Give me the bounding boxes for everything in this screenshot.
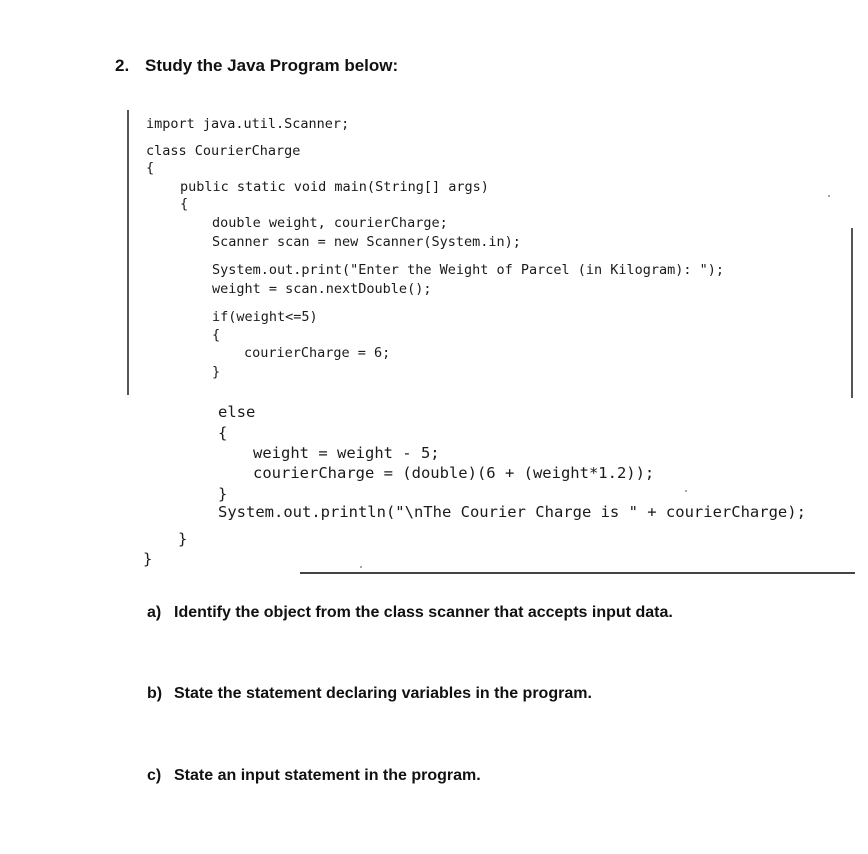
subquestion-b-text: State the statement declaring variables in the program. xyxy=(174,685,592,702)
code-line-read-weight: weight = scan.nextDouble(); xyxy=(212,281,432,297)
code-line-variable-declaration: double weight, courierCharge; xyxy=(212,215,448,231)
code-line-class-open-brace: { xyxy=(146,160,155,176)
code-line-scanner-creation: Scanner scan = new Scanner(System.in); xyxy=(212,234,521,250)
subquestion-a-text: Identify the object from the class scanner that accepts input data. xyxy=(174,604,673,621)
question-title: Study the Java Program below: xyxy=(145,56,399,75)
code-line-else-open-brace: { xyxy=(218,424,228,442)
code-line-if-open-brace: { xyxy=(212,327,221,343)
code-line-charge-fixed: courierCharge = 6; xyxy=(244,345,391,361)
subquestion-c xyxy=(147,767,481,785)
subquestion-b-letter: b) xyxy=(147,685,163,702)
subquestion-a xyxy=(147,604,673,622)
subquestion-c-text: State an input statement in the program. xyxy=(174,767,481,784)
code-line-main-close-brace: } xyxy=(178,530,188,548)
question-heading xyxy=(115,56,398,76)
subquestion-a-letter: a) xyxy=(147,604,162,621)
section-divider xyxy=(300,572,855,574)
code-line-print-prompt: System.out.print("Enter the Weight of Parcel (in Kilogram): "); xyxy=(212,262,725,278)
code-line-main-open-brace: { xyxy=(180,196,189,212)
code-line-class-close-brace: } xyxy=(143,550,153,568)
scan-speck xyxy=(685,490,687,492)
code-line-class-declaration: class CourierCharge xyxy=(146,143,301,159)
code-line-import: import java.util.Scanner; xyxy=(146,116,350,132)
scan-speck xyxy=(828,195,830,197)
code-line-if-close-brace: } xyxy=(212,364,221,380)
code-line-println-result: System.out.println("\nThe Courier Charge is " + courierCharge); xyxy=(218,503,806,521)
subquestion-b xyxy=(147,685,592,703)
code-line-weight-adjust: weight = weight - 5; xyxy=(253,444,440,462)
code-line-main-method: public static void main(String[] args) xyxy=(180,179,489,195)
scan-right-border xyxy=(851,228,853,398)
scan-speck xyxy=(360,566,362,568)
question-number: 2. xyxy=(115,56,130,75)
code-line-if-condition: if(weight<=5) xyxy=(212,309,318,325)
code-line-else-close-brace: } xyxy=(218,485,228,503)
subquestion-c-letter: c) xyxy=(147,767,162,784)
scan-left-border xyxy=(127,110,129,395)
code-line-else: else xyxy=(218,403,256,421)
code-line-charge-compute: courierCharge = (double)(6 + (weight*1.2)); xyxy=(253,464,655,482)
